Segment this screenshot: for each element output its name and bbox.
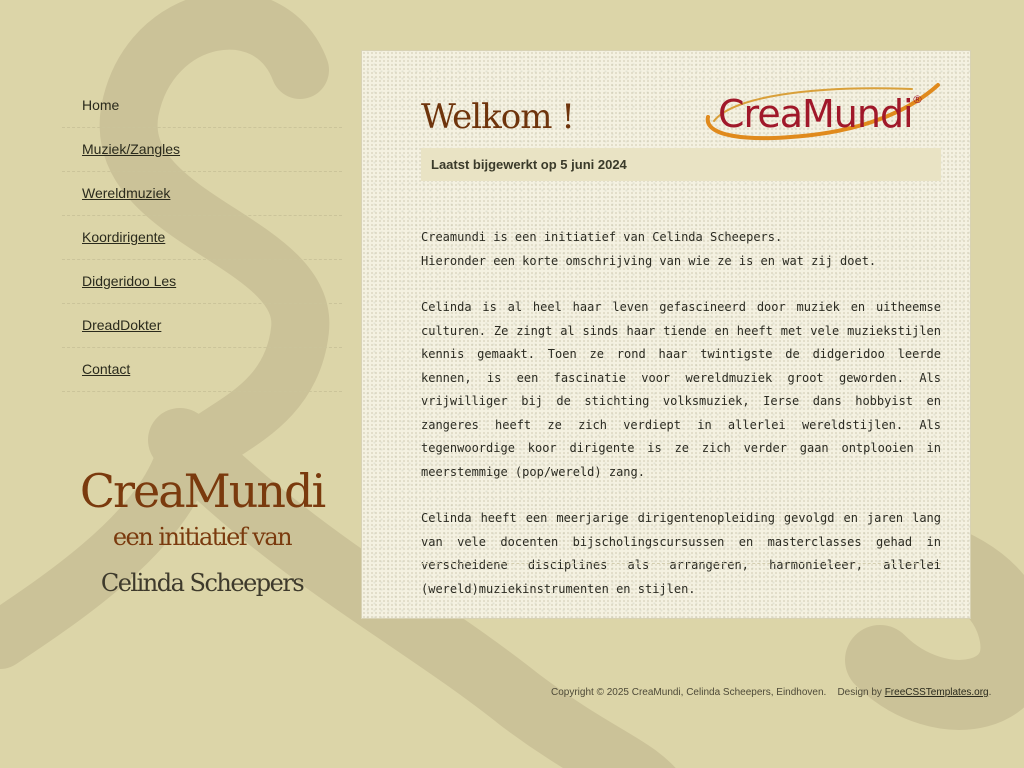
creamundi-logo [702, 77, 942, 147]
content-panel [361, 50, 971, 619]
nav-link-home[interactable]: Home [82, 97, 120, 113]
nav-item-contact[interactable] [62, 348, 342, 392]
footer-design-prefix: Design by [837, 687, 882, 698]
nav-link-contact[interactable]: Contact [82, 361, 131, 377]
nav-link-muziek-zangles[interactable]: Muziek/Zangles [82, 141, 181, 157]
bio-paragraph-2: Celinda heeft een meerjarige dirigentenopleiding gevolgd en jaren lang van vele docenten bijscholingscursussen en masterclasses gehad in verscheidene disciplines als arrangeren, harmonieleer, allerlei (wereld)muziekinstrumenten en stijlen. [421, 511, 941, 596]
logo-text: CreaMundi [718, 92, 913, 136]
brand-block [62, 462, 342, 600]
nav-item-muziek-zangles[interactable] [62, 128, 342, 172]
brand-name: CreaMundi [79, 464, 325, 518]
nav-link-koordirigente[interactable]: Koordirigente [82, 229, 166, 245]
footer [551, 687, 991, 698]
nav-link-didgeridoo-les[interactable]: Didgeridoo Les [82, 273, 177, 289]
main-navigation [62, 84, 342, 392]
content-divider [421, 563, 941, 564]
bio-paragraph-1: Celinda is al heel haar leven gefascineerd door muziek en uitheemse culturen. Ze zingt al sinds haar tiende en heeft met vele muziekstijlen kennis gemaakt. Toen ze rond haar twintigste de didgeridoo leerde kennen, is een fascinatie voor wereldmuziek groot geworden. Als vrijwilliger bij de stichting volksmuziek, Ierse dans hobbyist en zangeres heeft ze zich verdiept in allerlei wereldstijlen. Als tegenwoordige koor dirigente is ze zich verder gaan ontplooien in meerstemmige (pop/wereld) zang. [421, 300, 941, 479]
nav-item-koordirigente[interactable] [62, 216, 342, 260]
footer-copyright: Copyright © 2025 CreaMundi, Celinda Scheepers, Eindhoven. [551, 687, 827, 698]
brand-person-name: Celinda Scheepers [100, 569, 304, 597]
page-title: Welkom ! [421, 97, 574, 137]
brand-subtitle: een initiatief van [112, 523, 292, 551]
intro-paragraph [421, 226, 941, 273]
nav-item-home[interactable] [62, 84, 342, 128]
nav-link-wereldmuziek[interactable]: Wereldmuziek [82, 185, 171, 201]
article-body [421, 226, 941, 624]
logo-registered-mark: ® [912, 93, 923, 106]
nav-item-didgeridoo-les[interactable] [62, 260, 342, 304]
footer-design-suffix: . [988, 687, 992, 698]
nav-item-dreaddokter[interactable] [62, 304, 342, 348]
last-updated-banner: Laatst bijgewerkt op 5 juni 2024 [421, 148, 941, 181]
footer-design-link[interactable]: FreeCSSTemplates.org [884, 687, 989, 698]
nav-item-wereldmuziek[interactable] [62, 172, 342, 216]
nav-link-dreaddokter[interactable]: DreadDokter [82, 317, 162, 333]
intro-line-2: Hieronder een korte omschrijving van wie ze is en wat zij doet. [421, 253, 877, 268]
intro-line-1: Creamundi is een initiatief van Celinda Scheepers. [421, 230, 783, 244]
